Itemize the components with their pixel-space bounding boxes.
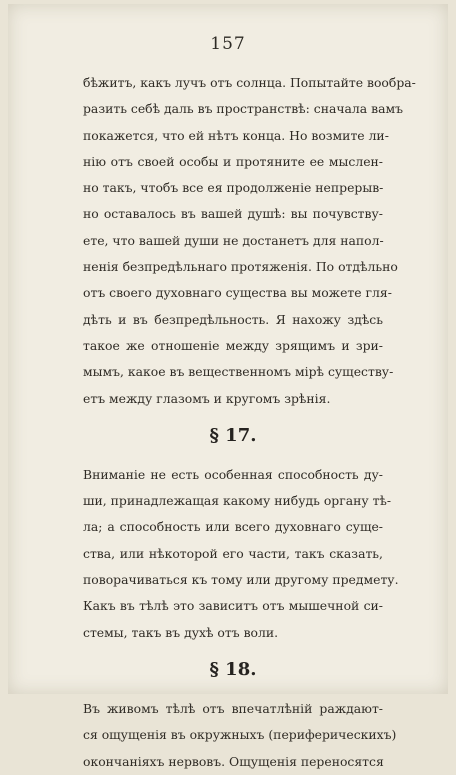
text-line: нію отъ своей особы и протяните ее мыслен-	[83, 153, 383, 169]
text-line: мымъ, какое въ вещественномъ мірѣ существу-	[83, 364, 394, 380]
text-line: ете, что вашей души не достанетъ для напол-	[83, 232, 384, 248]
page-number: 157	[210, 34, 246, 54]
text-line: такое же отношеніе между зрящимъ и зри-	[83, 337, 383, 353]
text-line: Вниманіе не есть особенная способность ду-	[83, 466, 383, 482]
body-text	[83, 70, 416, 775]
text-line: но такъ, чтобъ все ея продолженіе непрерыв-	[83, 180, 384, 196]
section-heading-17: § 17.	[209, 424, 257, 446]
text-line: разить себѣ даль въ пространствѣ: сначала вамъ	[83, 101, 404, 117]
book-page	[8, 4, 448, 769]
paragraph-17	[83, 462, 399, 646]
text-line: бѣжитъ, какъ лучъ отъ солнца. Попытайте вообра-	[83, 75, 416, 90]
text-line: но оставалось въ вашей душѣ: вы почувству-	[83, 206, 383, 222]
section-heading-18: § 18.	[209, 658, 257, 680]
text-line: етъ между глазомъ и кругомъ зрѣнія.	[83, 390, 331, 406]
text-line: окончаніяхъ нервовъ. Ощущенія переносятся	[83, 753, 384, 769]
text-line: Въ живомъ тѣлѣ отъ впечатлѣній раждают-	[83, 700, 383, 716]
text-line: ненія безпредѣльнаго протяженія. По отдѣльно	[83, 259, 398, 275]
text-line: Какъ въ тѣлѣ это зависитъ отъ мышечной си-	[83, 598, 383, 614]
text-line: поворачиваться къ тому или другому предмету.	[83, 572, 399, 588]
text-line: ла; а способность или всего духовнаго суще-	[83, 519, 383, 535]
text-line: ся ощущенія въ окружныхъ (периферическихъ)	[83, 727, 397, 743]
text-line: дѣть и въ безпредѣльность. Я нахожу здѣсь	[83, 311, 383, 327]
text-line: отъ своего духовнаго существа вы можете гля-	[83, 285, 392, 301]
text-line: ства, или нѣкоторой его части, такъ сказать,	[83, 545, 383, 561]
text-line: стемы, такъ въ духѣ отъ воли.	[83, 624, 279, 640]
paragraph-18	[83, 696, 397, 775]
paragraph-continuation	[83, 70, 416, 412]
text-line: ши, принадлежащая какому нибудь органу тѣ-	[83, 493, 392, 509]
text-line: покажется, что ей нѣтъ конца. Но возмите ли-	[83, 127, 389, 143]
